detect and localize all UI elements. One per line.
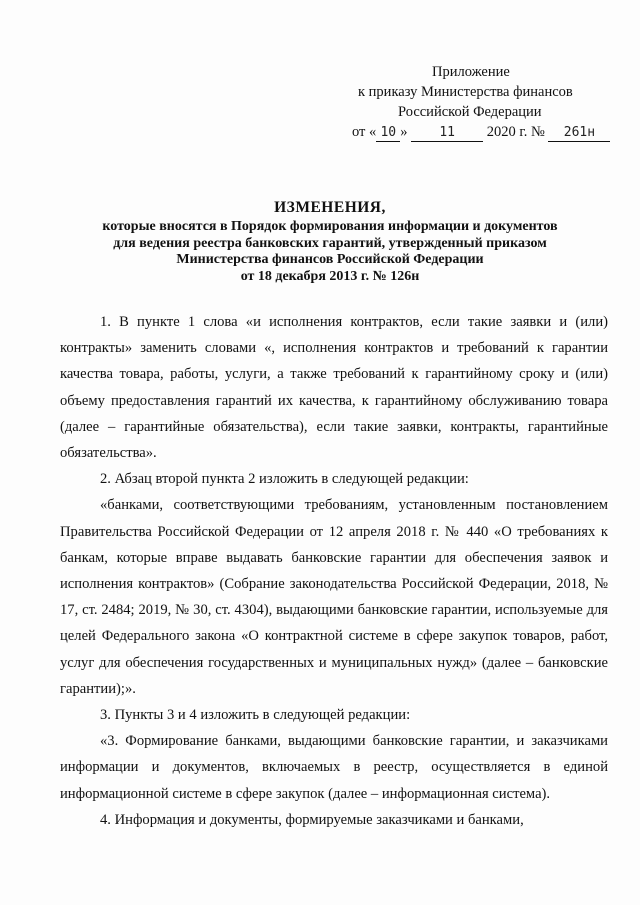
document-body bbox=[60, 309, 608, 833]
appendix-block bbox=[340, 62, 600, 142]
paragraph-6: 4. Информация и документы, формируемые заказчиками и банками, bbox=[100, 811, 524, 828]
document-heading bbox=[60, 197, 600, 285]
heading-line-4: от 18 декабря 2013 г. № 126н bbox=[240, 268, 420, 284]
heading-line-2: для ведения реестра банковских гарантий, утвержденный приказом bbox=[113, 235, 547, 251]
appendix-title: Приложение bbox=[432, 64, 510, 80]
heading-title: ИЗМЕНЕНИЯ, bbox=[274, 199, 386, 216]
handwritten-month: 11 bbox=[411, 125, 483, 142]
handwritten-day: 10 bbox=[376, 125, 400, 142]
handwritten-order-number: 261н bbox=[548, 125, 610, 142]
appendix-country: Российской Федерации bbox=[398, 104, 542, 120]
paragraph-3: «банками, соответствующими требованиям, установленным постановлением Правительства Российской Федерации от 12 апреля 2018 г. № 440 «О требованиях к банкам, которые вправе выдавать банковские гарантии для обеспечения заявок и исполнения контрактов» (Собрание законодательства Российской Федерации, 2018, № 17, ст. 2484; 2019, № 30, ст. 4304), выдающими банковские гарантии, используемые для целей Федерального закона «О контрактной системе в сфере закупок товаров, работ, услуг для обеспечения государственных и муниципальных нужд» (далее – банковские гарантии);». bbox=[60, 497, 608, 697]
heading-line-3: Министерства финансов Российской Федерации bbox=[176, 252, 484, 267]
date-prefix: от « bbox=[352, 124, 377, 140]
appendix-date-line bbox=[340, 122, 600, 142]
appendix-order-ref: к приказу Министерства финансов bbox=[358, 84, 573, 100]
paragraph-1: 1. В пункте 1 слова «и исполнения контрактов, если такие заявки и (или) контракты» заменить словами «, исполнения контрактов и требований к гарантии качества товара, работы, услуги, а также требований к гарантийному сроку и (или) объему предоставления гарантий их качества, к гарантийному обслуживанию товара (далее – гарантийные обязательства), если такие заявки, контракты, гарантийные обязательства». bbox=[60, 314, 608, 462]
date-year: 2020 г. № bbox=[486, 124, 545, 140]
paragraph-4: 3. Пункты 3 и 4 изложить в следующей редакции: bbox=[100, 707, 411, 724]
paragraph-5: «3. Формирование банками, выдающими банковские гарантии, и заказчиками информации и документов, включаемых в реестр, осуществляется в единой информационной системе в сфере закупок (далее – информационная система). bbox=[60, 733, 608, 802]
paragraph-2: 2. Абзац второй пункта 2 изложить в следующей редакции: bbox=[100, 471, 469, 488]
date-mid: » bbox=[400, 124, 408, 140]
heading-line-1: которые вносятся в Порядок формирования информации и документов bbox=[102, 219, 558, 234]
